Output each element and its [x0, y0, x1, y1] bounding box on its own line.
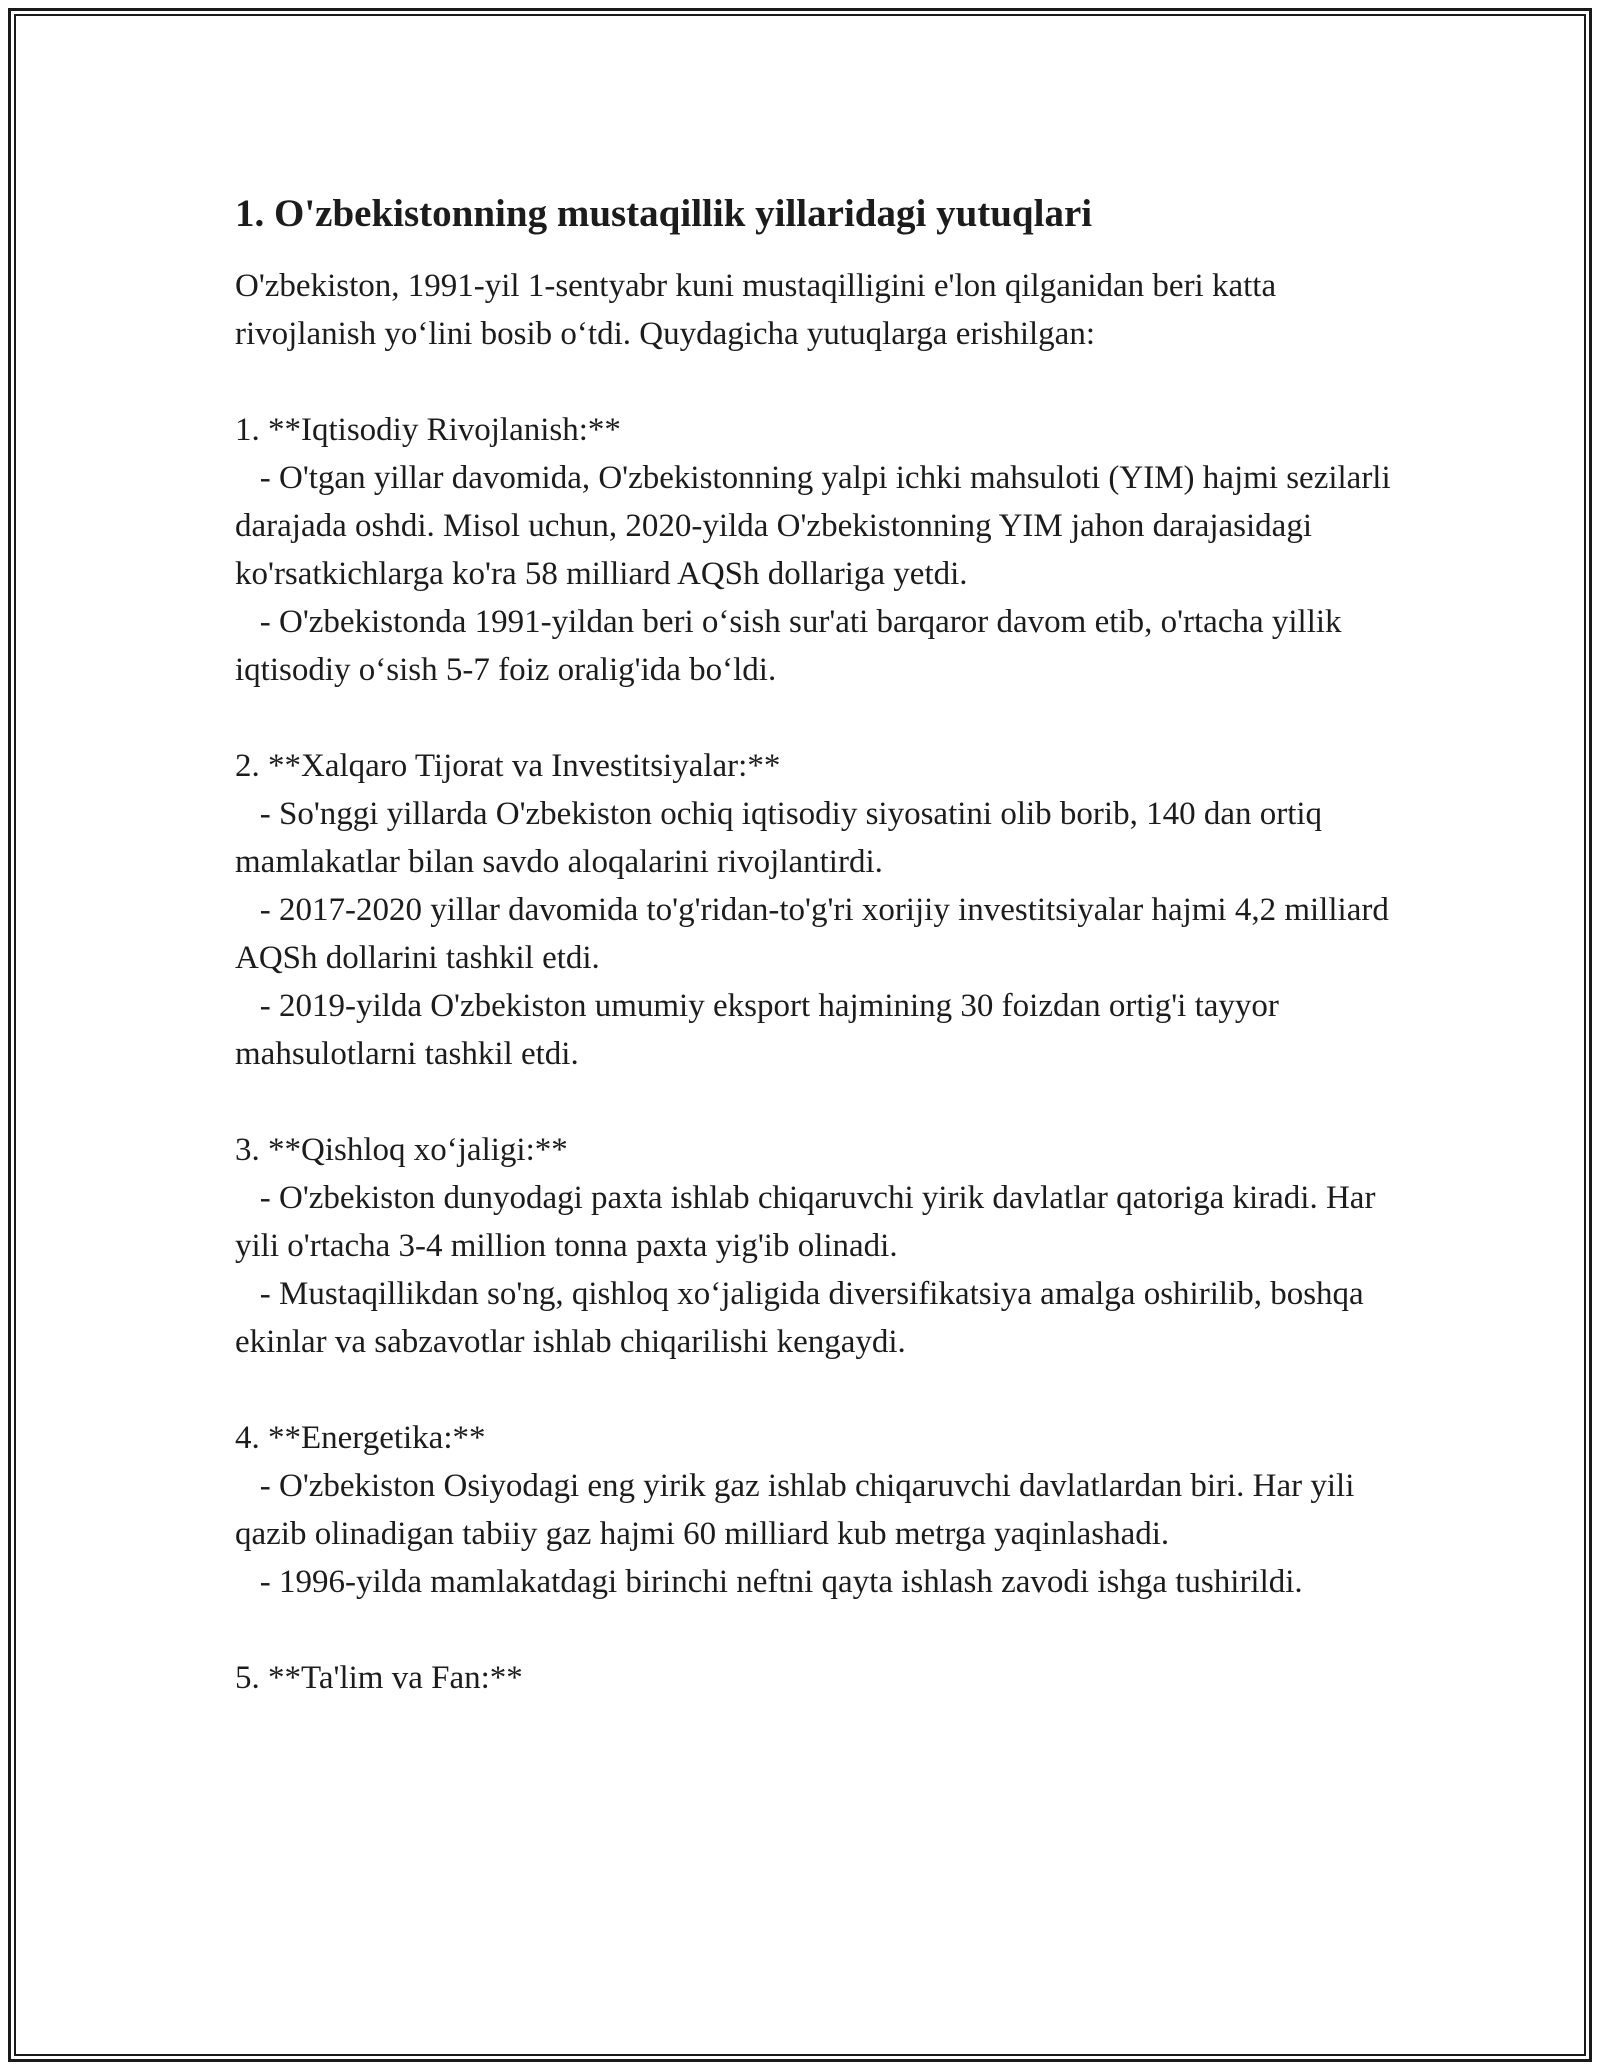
list-item — [235, 454, 1395, 598]
document-title: 1. O'zbekistonning mustaqillik yillaridagi yutuqlari — [235, 192, 1093, 235]
list-item-text: - 2017-2020 yillar davomida to'g'ridan-to'g'ri xorijiy investitsiyalar hajmi 4,2 milliard AQSh dollarini tashkil etdi. — [235, 892, 1389, 976]
section-education-science — [235, 1654, 1395, 1702]
section-energy — [235, 1414, 1395, 1606]
section-heading: 2. **Xalqaro Tijorat va Investitsiyalar:** — [235, 748, 781, 784]
list-item-text: - So'nggi yillarda O'zbekiston ochiq iqtisodiy siyosatini olib borib, 140 dan ortiq mamlakatlar bilan savdo aloqalarini rivojlantirdi. — [235, 796, 1323, 880]
list-item — [235, 790, 1395, 886]
list-item-text: - 1996-yilda mamlakatdagi birinchi neftni qayta ishlash zavodi ishga tushirildi. — [259, 1564, 1303, 1600]
list-item-text: - O'zbekistonda 1991-yildan beri o‘sish sur'ati barqaror davom etib, o'rtacha yillik iqtisodiy o‘sish 5-7 foiz oralig'ida bo‘ldi. — [235, 604, 1342, 688]
list-item — [235, 598, 1395, 694]
section-economic-development — [235, 406, 1395, 694]
list-item — [235, 1462, 1395, 1558]
list-item — [235, 1558, 1395, 1606]
section-heading: 4. **Energetika:** — [235, 1420, 486, 1456]
list-item — [235, 1174, 1395, 1270]
section-heading: 3. **Qishloq xo‘jaligi:** — [235, 1132, 568, 1168]
list-item-text: - O'tgan yillar davomida, O'zbekistonning yalpi ichki mahsuloti (YIM) hajmi sezilarli darajada oshdi. Misol uchun, 2020-yilda O'zbekistonning YIM jahon darajasidagi ko'rsatkichlarga ko'ra 58 milliard AQSh dollariga yetdi. — [235, 460, 1391, 592]
list-item-text: - O'zbekiston dunyodagi paxta ishlab chiqaruvchi yirik davlatlar qatoriga kiradi. Har yili o'rtacha 3-4 million tonna paxta yig'ib olinadi. — [235, 1180, 1376, 1264]
section-heading: 1. **Iqtisodiy Rivojlanish:** — [235, 412, 621, 448]
list-item-text: - 2019-yilda O'zbekiston umumiy eksport hajmining 30 foizdan ortig'i tayyor mahsulotlarni tashkil etdi. — [235, 988, 1279, 1072]
list-item — [235, 1270, 1395, 1366]
section-trade-investment — [235, 742, 1395, 1078]
document-body — [235, 186, 1395, 1702]
list-item-text: - Mustaqillikdan so'ng, qishloq xo‘jaligida diversifikatsiya amalga oshirilib, boshqa ekinlar va sabzavotlar ishlab chiqarilishi kengaydi. — [235, 1276, 1364, 1360]
list-item-text: - O'zbekiston Osiyodagi eng yirik gaz ishlab chiqaruvchi davlatlardan biri. Har yili qazib olinadigan tabiiy gaz hajmi 60 milliard kub metrga yaqinlashadi. — [235, 1468, 1355, 1552]
list-item — [235, 982, 1395, 1078]
section-heading: 5. **Ta'lim va Fan:** — [235, 1660, 523, 1696]
list-item — [235, 886, 1395, 982]
intro-paragraph: O'zbekiston, 1991-yil 1-sentyabr kuni mustaqilligini e'lon qilganidan beri katta rivojlanish yo‘lini bosib o‘tdi. Quydagicha yutuqlarga erishilgan: — [235, 268, 1277, 352]
section-agriculture — [235, 1126, 1395, 1366]
